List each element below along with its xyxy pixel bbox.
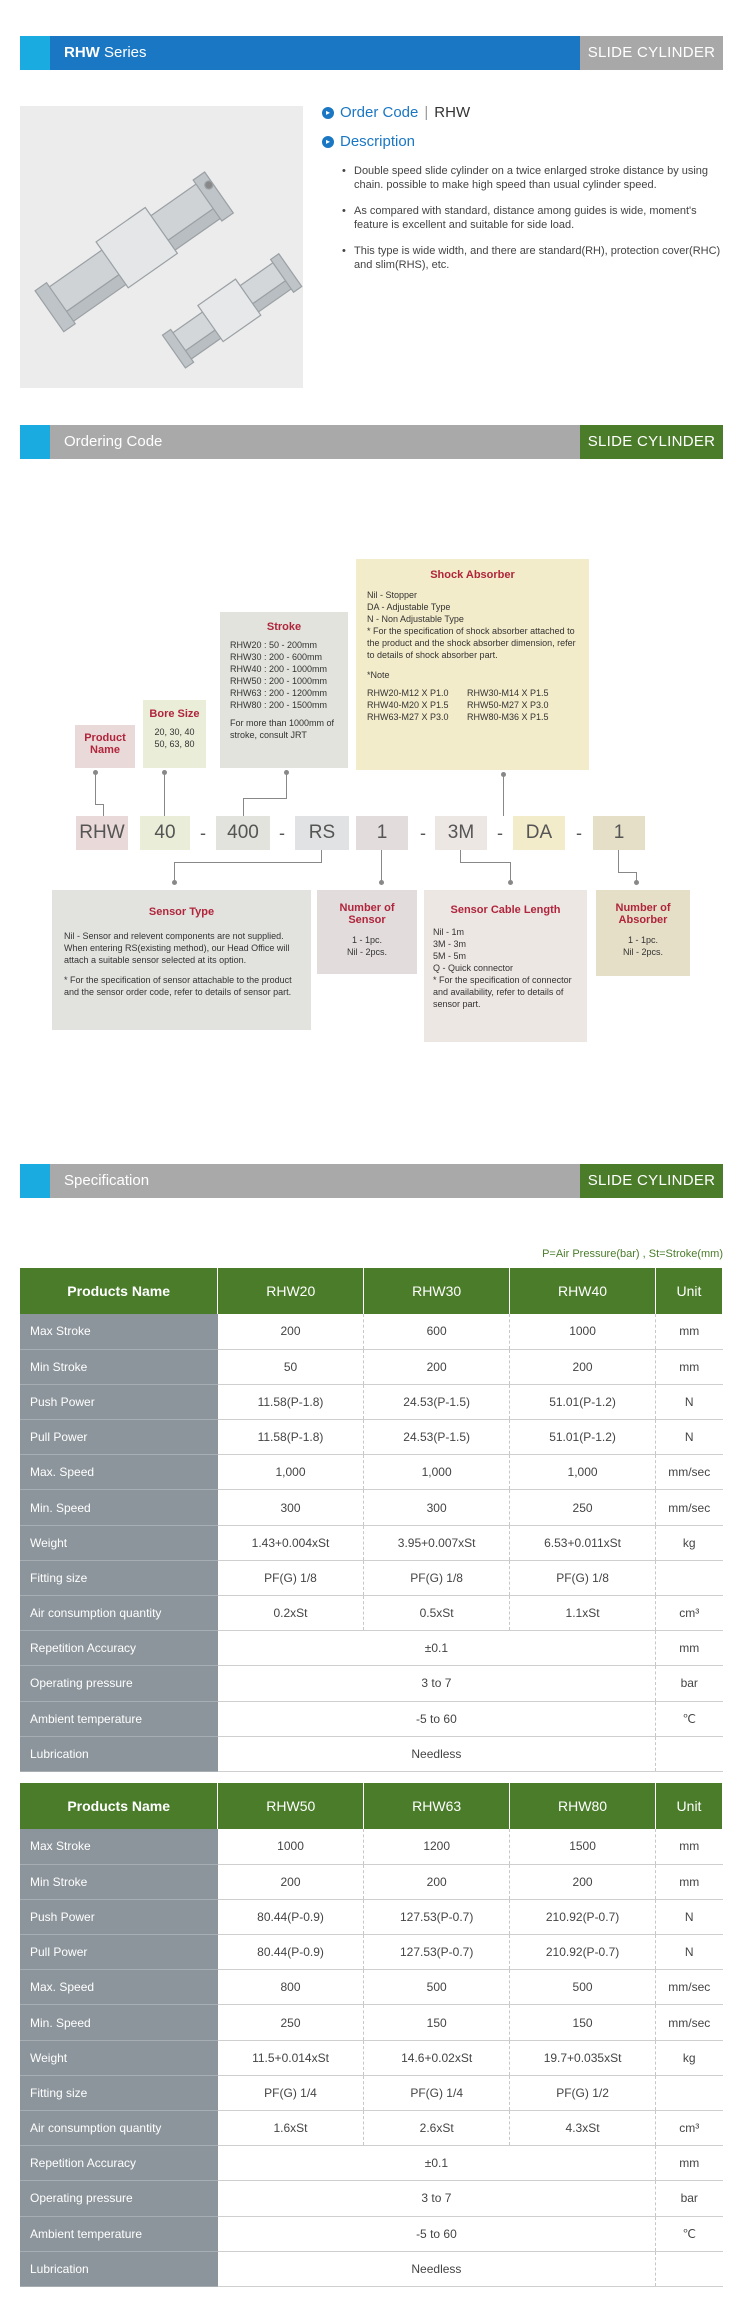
connector-line (503, 774, 504, 816)
table-cell: -5 to 60 (218, 2216, 656, 2251)
table-cell: 11.58(P-1.8) (218, 1420, 364, 1455)
header-accent (20, 36, 50, 70)
table-cell: 200 (364, 1349, 510, 1384)
table-cell: 3 to 7 (218, 1666, 656, 1701)
row-label: Min Stroke (20, 1864, 218, 1899)
header-accent (20, 1164, 50, 1198)
shock-absorber-box (356, 559, 589, 770)
table-row (20, 2251, 723, 2286)
table-cell: 80.44(P-0.9) (218, 1935, 364, 1970)
table-cell: 11.58(P-1.8) (218, 1384, 364, 1419)
table-cell: 0.5xSt (364, 1596, 510, 1631)
stroke-option: RHW50 : 200 - 1000mm (230, 676, 328, 686)
bore-size-title: Bore Size (149, 708, 200, 720)
table-row (20, 2216, 723, 2251)
shock-option: N - Non Adjustable Type (367, 614, 464, 624)
stroke-option: RHW80 : 200 - 1500mm (230, 700, 328, 710)
stroke-box (220, 612, 348, 768)
stroke-option: RHW40 : 200 - 1000mm (230, 664, 328, 674)
table-cell: PF(G) 1/8 (364, 1560, 510, 1595)
row-label: Min. Speed (20, 1490, 218, 1525)
absorber-count-option: Nil - 2pcs. (622, 947, 663, 957)
table-row (20, 1349, 723, 1384)
table-row (20, 1666, 723, 1701)
order-code-label: Order Code (340, 104, 419, 121)
table-cell: ℃ (656, 2216, 723, 2251)
row-label: Fitting size (20, 2075, 218, 2110)
table-cell: kg (656, 2040, 723, 2075)
table-cell: 3 to 7 (218, 2181, 656, 2216)
table-cell: 2.6xSt (364, 2111, 510, 2146)
table-cell (655, 1736, 722, 1771)
number-of-sensor-box (317, 890, 417, 974)
table-cell (656, 2251, 723, 2286)
product-info (322, 104, 722, 284)
table-cell: N (655, 1384, 722, 1419)
table-cell: 250 (510, 1490, 656, 1525)
column-header: RHW20 (218, 1268, 364, 1314)
table-row (20, 1701, 723, 1736)
stroke-note: For more than 1000mm of stroke, consult JRT (230, 718, 335, 740)
table-cell: 11.5+0.014xSt (218, 2040, 364, 2075)
code-number-of-sensor: 1 (356, 816, 408, 850)
table-cell: mm/sec (656, 2005, 723, 2040)
dash-separator: - (576, 823, 582, 843)
row-label: Push Power (20, 1384, 218, 1419)
description-list (342, 164, 722, 272)
spec-table (20, 1268, 723, 1772)
table-cell: mm/sec (655, 1455, 722, 1490)
table-cell: 1.43+0.004xSt (218, 1525, 364, 1560)
row-label: Operating pressure (20, 1666, 218, 1701)
connector-line (174, 862, 322, 863)
connector-line (321, 850, 322, 862)
order-code-row (322, 104, 722, 121)
cable-option: 5M - 5m (433, 951, 467, 961)
table-cell: 150 (364, 2005, 510, 2040)
description-item: • As compared with standard, distance among guides is wide, moment's feature is excellent and suitable for side load. (342, 204, 722, 232)
table-cell: 1,000 (510, 1455, 656, 1490)
sensor-count-option: Nil - 2pcs. (346, 947, 387, 957)
column-header: RHW63 (364, 1783, 510, 1829)
description-label: Description (340, 133, 416, 150)
connector-line (164, 772, 165, 816)
connector-line (618, 872, 636, 873)
product-image (20, 106, 303, 388)
absorber-count-option: 1 - 1pc. (627, 935, 658, 945)
shock-model: RHW50-M27 X P3.0 (467, 700, 549, 710)
column-header: Unit (655, 1268, 722, 1314)
table-row (20, 1935, 723, 1970)
dash-separator: - (420, 823, 426, 843)
table-cell: 4.3xSt (510, 2111, 656, 2146)
section-title: Specification (50, 1164, 580, 1198)
table-cell: PF(G) 1/8 (510, 1560, 656, 1595)
table-row (20, 1970, 723, 2005)
shock-absorber-title: Shock Absorber (430, 569, 515, 581)
table-cell: mm (656, 1864, 723, 1899)
table-cell: PF(G) 1/8 (218, 1560, 364, 1595)
row-label: Min Stroke (20, 1349, 218, 1384)
cable-option: Q - Quick connector (433, 963, 514, 973)
code-sensor-type: RS (295, 816, 349, 850)
table-cell: mm/sec (656, 1970, 723, 2005)
table-cell: cm³ (656, 2111, 723, 2146)
table-cell: ℃ (655, 1701, 722, 1736)
table-cell: -5 to 60 (218, 1701, 656, 1736)
cable-option: 3M - 3m (433, 939, 467, 949)
table-row (20, 1490, 723, 1525)
table-cell: 24.53(P-1.5) (364, 1420, 510, 1455)
table-cell: cm³ (655, 1596, 722, 1631)
stroke-option: RHW63 : 200 - 1200mm (230, 688, 328, 698)
connector-line (460, 862, 510, 863)
table-row (20, 1596, 723, 1631)
table-cell: PF(G) 1/4 (218, 2075, 364, 2110)
table-row (20, 1864, 723, 1899)
connector-line (618, 850, 619, 872)
connector-line (381, 850, 382, 882)
table-cell: 19.7+0.035xSt (510, 2040, 656, 2075)
table-row (20, 1455, 723, 1490)
column-header: RHW80 (510, 1783, 656, 1829)
connector-line (174, 862, 175, 882)
table-cell: mm (656, 2146, 723, 2181)
series-title: RHW Series (50, 36, 580, 70)
row-label: Push Power (20, 1899, 218, 1934)
connector-line (243, 798, 287, 799)
category-label: SLIDE CYLINDER (580, 36, 723, 70)
table-cell: 150 (510, 2005, 656, 2040)
table-row (20, 2181, 723, 2216)
connector-line (95, 772, 96, 804)
table-cell: PF(G) 1/2 (510, 2075, 656, 2110)
table-cell: 1000 (218, 1829, 364, 1864)
table-cell: 300 (218, 1490, 364, 1525)
specification-header (20, 1164, 723, 1198)
table-row (20, 1384, 723, 1419)
column-header: RHW50 (218, 1783, 364, 1829)
table-cell: PF(G) 1/4 (364, 2075, 510, 2110)
header-accent (20, 425, 50, 459)
shock-model: RHW20-M12 X P1.0 (367, 688, 449, 698)
code-bore-size: 40 (140, 816, 190, 850)
table-cell: 1,000 (364, 1455, 510, 1490)
table-row (20, 1525, 723, 1560)
sensor-type-box (52, 890, 311, 1030)
stroke-option: RHW30 : 200 - 600mm (230, 652, 323, 662)
table-row (20, 1420, 723, 1455)
product-name-title: Product Name (84, 732, 126, 756)
category-label: SLIDE CYLINDER (580, 1164, 723, 1198)
table-cell: 6.53+0.011xSt (510, 1525, 656, 1560)
table-row (20, 1899, 723, 1934)
code-stroke: 400 (216, 816, 270, 850)
row-label: Pull Power (20, 1420, 218, 1455)
table-cell: 200 (364, 1864, 510, 1899)
bore-size-box (143, 700, 206, 768)
table-cell: 250 (218, 2005, 364, 2040)
row-label: Repetition Accuracy (20, 1631, 218, 1666)
row-label: Max Stroke (20, 1314, 218, 1349)
sensor-cable-length-box (424, 890, 587, 1042)
bore-size-option: 50, 63, 80 (154, 739, 195, 749)
note-label: *Note (367, 670, 390, 680)
table-cell: 50 (218, 1349, 364, 1384)
shock-model: RHW40-M20 X P1.5 (367, 700, 449, 710)
table-cell: 200 (510, 1864, 656, 1899)
number-of-absorber-box (596, 890, 690, 976)
series-header (20, 36, 723, 70)
table-row (20, 1314, 723, 1349)
row-label: Max Stroke (20, 1829, 218, 1864)
description-item: • This type is wide width, and there are standard(RH), protection cover(RHC) and slim(RHS), etc. (342, 244, 722, 272)
column-header: RHW30 (364, 1268, 510, 1314)
table-row (20, 2040, 723, 2075)
number-of-absorber-title: Number of Absorber (615, 902, 671, 926)
order-code-value: RHW (434, 104, 471, 121)
table-cell: 1.6xSt (218, 2111, 364, 2146)
connector-dot (508, 880, 513, 885)
table-cell: 300 (364, 1490, 510, 1525)
table-row (20, 1736, 723, 1771)
table-cell: mm (655, 1349, 722, 1384)
table-cell: ±0.1 (218, 1631, 656, 1666)
table-cell: 24.53(P-1.5) (364, 1384, 510, 1419)
row-label: Ambient temperature (20, 1701, 218, 1736)
table-cell: 0.2xSt (218, 1596, 364, 1631)
shock-model: RHW80-M36 X P1.5 (467, 712, 549, 722)
separator: | (424, 104, 429, 121)
number-of-sensor-title: Number of Sensor (339, 902, 395, 926)
table-cell: 1.1xSt (510, 1596, 656, 1631)
code-cable-length: 3M (435, 816, 487, 850)
table-row (20, 1829, 723, 1864)
arrow-bullet-icon: ▸ (322, 107, 334, 119)
table-cell: kg (655, 1525, 722, 1560)
cable-length-title: Sensor Cable Length (450, 904, 561, 916)
table-cell: mm (655, 1631, 722, 1666)
table-cell: 500 (510, 1970, 656, 2005)
row-label: Weight (20, 1525, 218, 1560)
shock-option: DA - Adjustable Type (367, 602, 451, 612)
sensor-type-note: * For the specification of sensor attachable to the product and the sensor order code, refer to details of sensor part. (64, 975, 292, 997)
connector-line (103, 804, 104, 816)
table-cell: 14.6+0.02xSt (364, 2040, 510, 2075)
stroke-option: RHW20 : 50 - 200mm (230, 640, 318, 650)
column-header: RHW40 (510, 1268, 656, 1314)
table-cell: 1500 (510, 1829, 656, 1864)
table-cell: 210.92(P-0.7) (510, 1899, 656, 1934)
row-label: Weight (20, 2040, 218, 2075)
column-header: Products Name (20, 1268, 218, 1314)
row-label: Repetition Accuracy (20, 2146, 218, 2181)
section-title: Ordering Code (50, 425, 580, 459)
row-label: Lubrication (20, 1736, 218, 1771)
arrow-bullet-icon: ▸ (322, 136, 334, 148)
category-label: SLIDE CYLINDER (580, 425, 723, 459)
table-header-row (20, 1268, 723, 1314)
table-cell: 1,000 (218, 1455, 364, 1490)
table-row (20, 2111, 723, 2146)
table-cell: 80.44(P-0.9) (218, 1899, 364, 1934)
cable-note: * For the specification of connector and availability, refer to details of sensor part. (433, 975, 572, 1009)
table-cell (655, 1560, 722, 1595)
bore-size-option: 20, 30, 40 (154, 727, 195, 737)
row-label: Max. Speed (20, 1970, 218, 2005)
table-cell: 500 (364, 1970, 510, 2005)
table-cell: Needless (218, 1736, 656, 1771)
description-item: • Double speed slide cylinder on a twice enlarged stroke distance by using chain. possible to make high speed than usual cylinder speed. (342, 164, 722, 192)
table-cell: 127.53(P-0.7) (364, 1935, 510, 1970)
connector-dot (634, 880, 639, 885)
table-cell: 1200 (364, 1829, 510, 1864)
description-row (322, 133, 722, 150)
table-cell: N (656, 1935, 723, 1970)
table-cell: 200 (510, 1349, 656, 1384)
connector-line (510, 862, 511, 882)
row-label: Pull Power (20, 1935, 218, 1970)
table-cell: 600 (364, 1314, 510, 1349)
code-product-name: RHW (76, 816, 128, 850)
dash-separator: - (200, 823, 206, 843)
shock-model: RHW30-M14 X P1.5 (467, 688, 549, 698)
sensor-type-text: Nil - Sensor and relevent components are not supplied. When entering RS(existing method), our Head Office will attach a suitable sensor selected at its option. (64, 931, 290, 965)
row-label: Air consumption quantity (20, 1596, 218, 1631)
stroke-title: Stroke (266, 621, 302, 633)
row-label: Lubrication (20, 2251, 218, 2286)
column-header: Products Name (20, 1783, 218, 1829)
table-cell: N (656, 1899, 723, 1934)
table-cell: 127.53(P-0.7) (364, 1899, 510, 1934)
shock-note: * For the specification of shock absorber attached to the product and the shock absorber dimension, refer to details of shock absorber part. (367, 626, 576, 660)
row-label: Air consumption quantity (20, 2111, 218, 2146)
code-number-of-absorber: 1 (593, 816, 645, 850)
table-cell: 3.95+0.007xSt (364, 1525, 510, 1560)
shock-option: Nil - Stopper (367, 590, 418, 600)
connector-line (286, 772, 287, 798)
table-header-row (20, 1783, 723, 1829)
table-cell: 1000 (510, 1314, 656, 1349)
row-label: Ambient temperature (20, 2216, 218, 2251)
product-name-box (75, 725, 135, 768)
units-note: P=Air Pressure(bar) , St=Stroke(mm) (542, 1248, 723, 1260)
table-cell: bar (656, 2181, 723, 2216)
code-shock-absorber: DA (513, 816, 565, 850)
shock-model-list (367, 687, 578, 723)
row-label: Max. Speed (20, 1455, 218, 1490)
connector-line (243, 798, 244, 816)
table-row (20, 1560, 723, 1595)
table-cell: 200 (218, 1314, 364, 1349)
table-cell (656, 2075, 723, 2110)
table-cell: mm (655, 1314, 722, 1349)
table-row (20, 2146, 723, 2181)
table-cell: N (655, 1420, 722, 1455)
table-cell: mm/sec (655, 1490, 722, 1525)
table-cell: 51.01(P-1.2) (510, 1384, 656, 1419)
sensor-count-option: 1 - 1pc. (351, 935, 382, 945)
table-row (20, 2075, 723, 2110)
dash-separator: - (497, 823, 503, 843)
table-row (20, 1631, 723, 1666)
dash-separator: - (279, 823, 285, 843)
row-label: Min. Speed (20, 2005, 218, 2040)
table-cell: ±0.1 (218, 2146, 656, 2181)
connector-dot (379, 880, 384, 885)
table-cell: mm (656, 1829, 723, 1864)
connector-line (460, 850, 461, 862)
ordering-code-header (20, 425, 723, 459)
spec-table (20, 1783, 723, 2287)
table-cell: Needless (218, 2251, 656, 2286)
shock-model: RHW63-M27 X P3.0 (367, 712, 449, 722)
table-cell: 200 (218, 1864, 364, 1899)
column-header: Unit (656, 1783, 723, 1829)
table-cell: 210.92(P-0.7) (510, 1935, 656, 1970)
table-cell: bar (655, 1666, 722, 1701)
connector-dot (172, 880, 177, 885)
table-row (20, 2005, 723, 2040)
table-cell: 800 (218, 1970, 364, 2005)
cable-option: Nil - 1m (433, 927, 464, 937)
table-cell: 51.01(P-1.2) (510, 1420, 656, 1455)
row-label: Fitting size (20, 1560, 218, 1595)
sensor-type-title: Sensor Type (148, 906, 215, 918)
row-label: Operating pressure (20, 2181, 218, 2216)
